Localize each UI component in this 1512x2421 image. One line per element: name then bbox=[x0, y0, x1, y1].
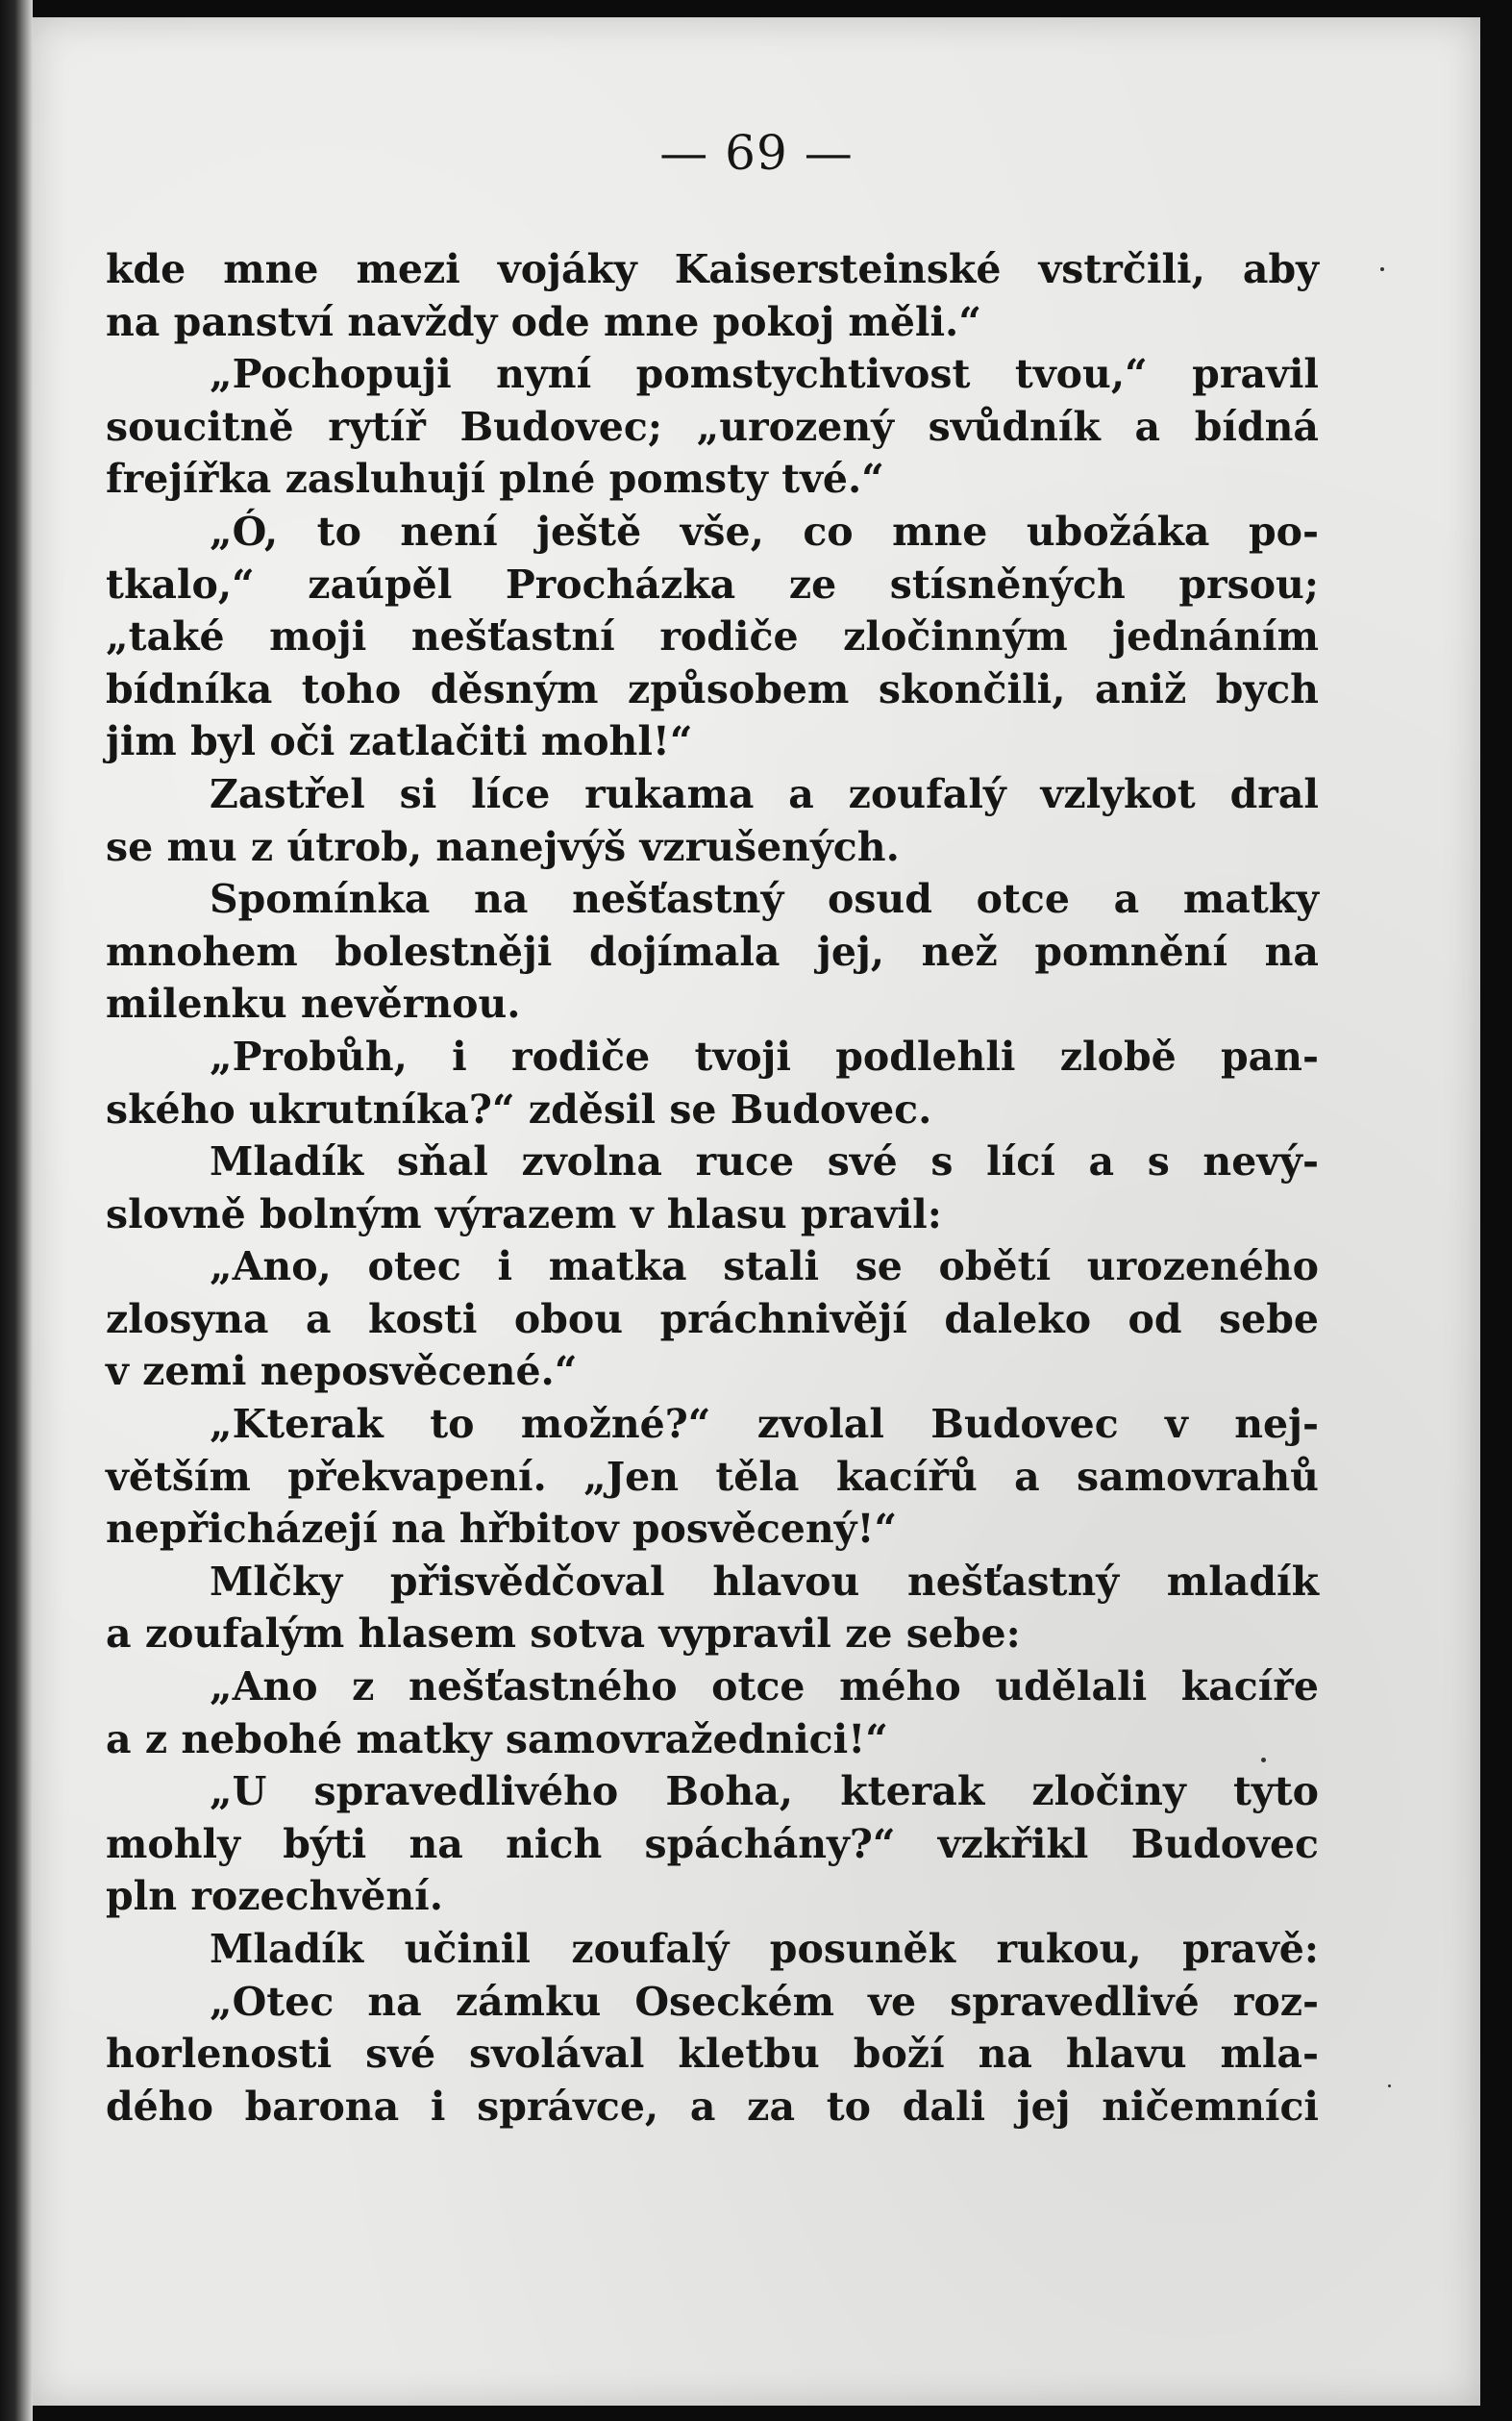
text-line: slovně bolným výrazem v hlasu pravil: bbox=[106, 1190, 942, 1237]
scan-speck bbox=[1261, 1758, 1266, 1762]
text-line: se mu z útrob, nanejvýš vzrušených. bbox=[106, 823, 900, 870]
text-line: větším překvapení. „Jen těla kacířů a samovrahů bbox=[106, 1453, 1319, 1500]
text-line: milenku nevěrnou. bbox=[106, 981, 521, 1028]
book-page bbox=[33, 17, 1480, 2406]
page-body-text bbox=[106, 243, 1319, 2133]
text-line: „Otec na zámku Oseckém ve spravedlivé roz- bbox=[210, 1978, 1319, 2025]
text-line: na panství navždy ode mne pokoj měli.“ bbox=[106, 298, 981, 345]
text-line: v zemi neposvěcené.“ bbox=[106, 1348, 578, 1395]
text-line: jim byl oči zatlačiti mohl!“ bbox=[106, 718, 693, 765]
text-line: a zoufalým hlasem sotva vypravil ze sebe: bbox=[106, 1610, 1021, 1658]
text-line: bídníka toho děsným způsobem skončili, aniž bych bbox=[106, 665, 1319, 712]
text-line: zlosyna a kosti obou práchnivějí daleko od sebe bbox=[106, 1295, 1319, 1342]
text-line: Mladík učinil zoufalý posuněk rukou, pravě: bbox=[210, 1926, 1319, 1972]
text-line: frejířka zasluhují plné pomsty tvé.“ bbox=[106, 456, 884, 503]
text-line: pln rozechvění. bbox=[106, 1873, 443, 1920]
text-line: „také moji nešťastní rodiče zločinným jednáním bbox=[106, 613, 1319, 661]
text-line: ského ukrutníka?“ zděsil se Budovec. bbox=[106, 1086, 932, 1133]
text-line: Zastřel si líce rukama a zoufalý vzlykot dral bbox=[210, 770, 1319, 817]
scan-speck bbox=[1380, 267, 1384, 271]
text-line: Mladík sňal zvolna ruce své s lící a s nevý- bbox=[210, 1138, 1319, 1186]
scan-speck bbox=[1388, 2084, 1391, 2087]
text-line: „Kterak to možné?“ zvolal Budovec v nej- bbox=[210, 1401, 1319, 1448]
text-line: mohly býti na nich spáchány?“ vzkřikl Budovec bbox=[106, 1820, 1319, 1867]
text-line: kde mne mezi vojáky Kaisersteinské vstrčili, aby bbox=[106, 246, 1319, 292]
text-line: „Ano z nešťastného otce mého udělali kacíře bbox=[210, 1663, 1319, 1710]
scan-binding-edge bbox=[0, 0, 33, 2421]
text-line: soucitně rytíř Budovec; „urozený svůdník a bídná bbox=[106, 403, 1319, 450]
text-line: „Ó, to není ještě vše, co mne ubožáka po- bbox=[210, 508, 1319, 555]
text-line: horlenosti své svolával kletbu boží na hlavu mla- bbox=[106, 2031, 1319, 2078]
page-number: — 69 — bbox=[659, 125, 854, 181]
text-line: mnohem bolestněji dojímala jej, než pomnění na bbox=[106, 928, 1319, 975]
text-line: dého barona i správce, a za to dali jej ničemníci bbox=[106, 2083, 1319, 2130]
text-line: nepřicházejí na hřbitov posvěcený!“ bbox=[106, 1506, 898, 1553]
text-line: „Ano, otec i matka stali se obětí urozeného bbox=[210, 1243, 1319, 1290]
text-line: „U spravedlivého Boha, kterak zločiny tyto bbox=[210, 1768, 1319, 1815]
text-line: „Probůh, i rodiče tvoji podlehli zlobě pan- bbox=[210, 1033, 1319, 1080]
text-line: tkalo,“ zaúpěl Procházka ze stísněných prsou; bbox=[106, 561, 1319, 608]
text-line: a z nebohé matky samovražednici!“ bbox=[106, 1715, 888, 1762]
text-line: „Pochopuji nyní pomstychtivost tvou,“ pravil bbox=[210, 351, 1319, 398]
text-line: Mlčky přisvědčoval hlavou nešťastný mladík bbox=[210, 1558, 1319, 1605]
text-line: Spomínka na nešťastný osud otce a matky bbox=[210, 876, 1319, 923]
